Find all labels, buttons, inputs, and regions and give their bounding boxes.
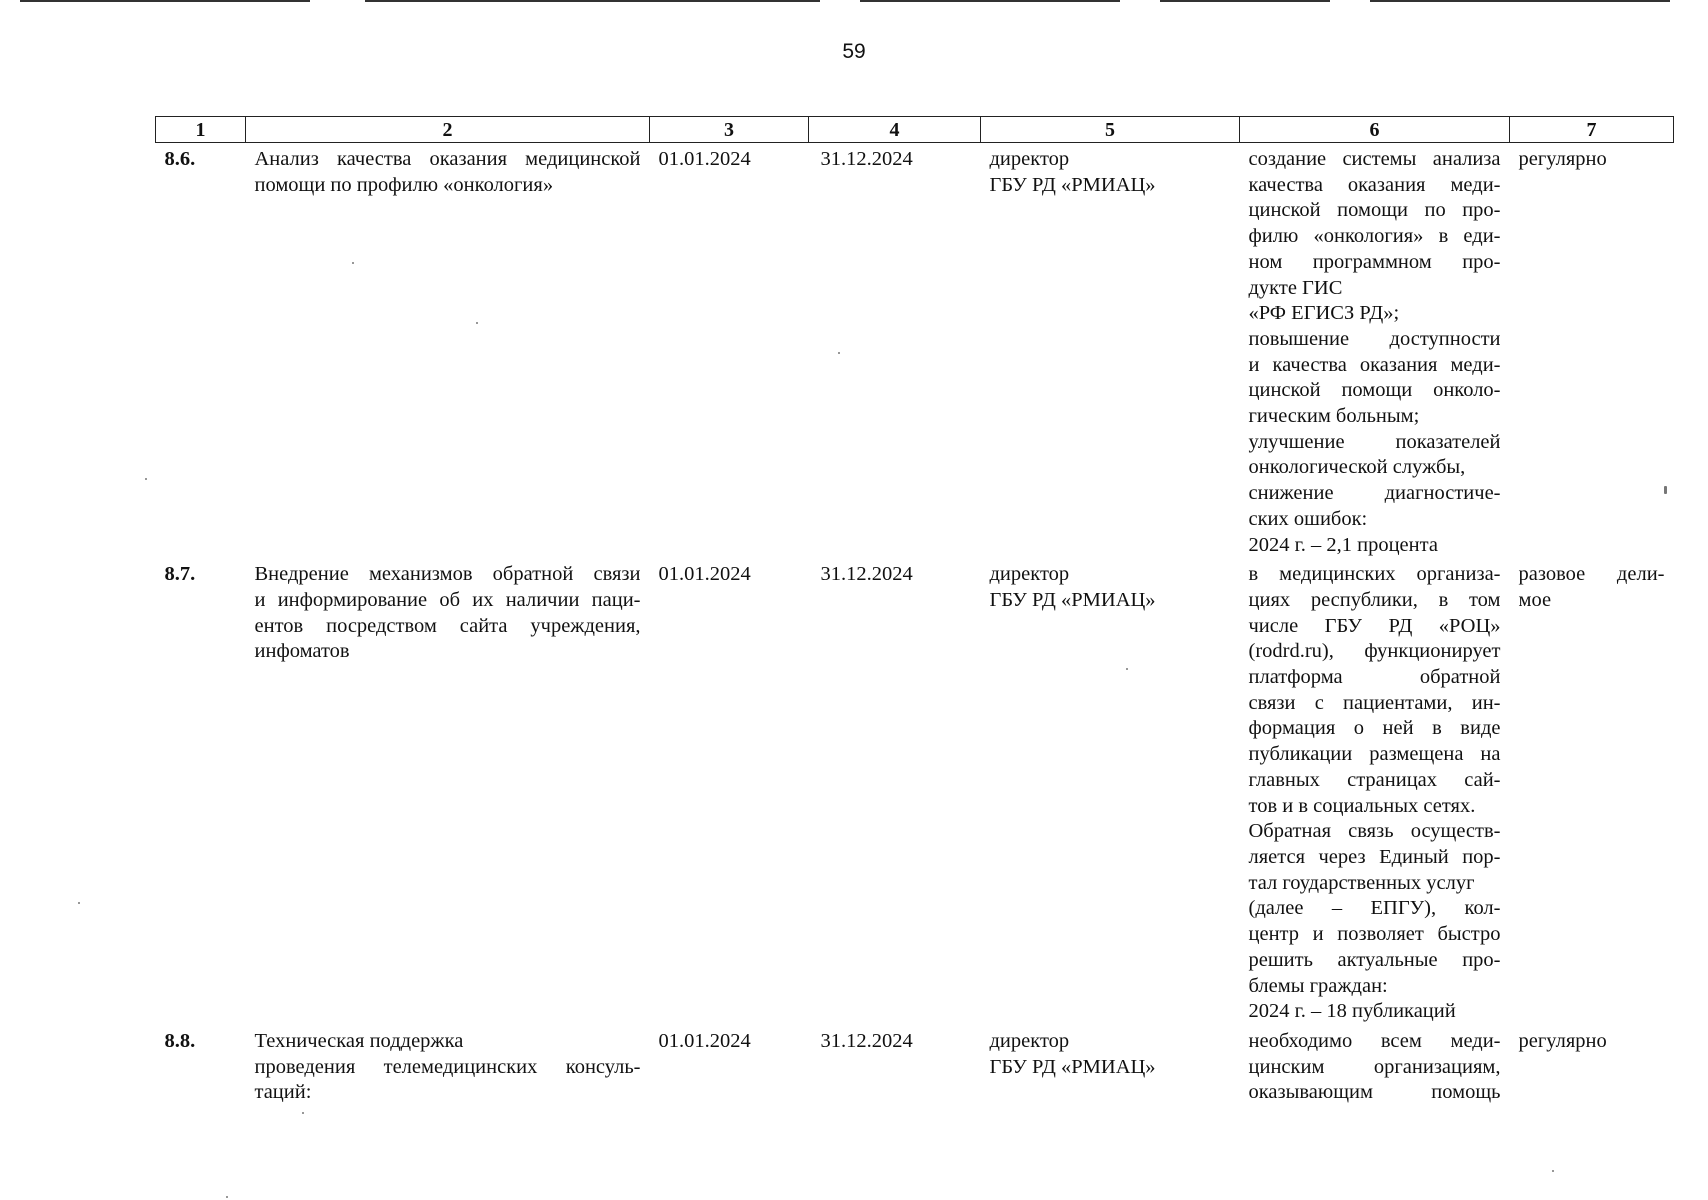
end-date: 31.12.2024 [820,1029,913,1052]
text-line: платформа обратной [1248,666,1501,689]
text-line: в медицинских организа- [1248,563,1501,586]
start-date: 01.01.2024 [658,1029,751,1052]
text-line: числе ГБУ РД «РОЦ» [1248,614,1501,637]
text-line: таций: [254,1081,312,1104]
text-line: ГБУ РД «РМИАЦ» [989,1055,1156,1078]
scan-edge-line [860,0,1120,2]
text-line: снижение диагностиче- [1248,482,1501,505]
text-line: тал гоударственных услуг [1248,871,1475,894]
text-line: создание системы анализа [1248,148,1501,170]
text-line: связи с пациентами, ин- [1248,691,1501,714]
text-line: цинской помощи по про- [1248,199,1501,222]
periodicity [1510,558,1674,1025]
scan-edge-line [20,0,310,2]
text-line: оказывающим помощь [1248,1081,1501,1104]
plan-table [155,116,1674,1125]
column-header-5: 5 [981,117,1240,143]
expected-result [1240,143,1510,559]
item-number: 8.6. [164,148,196,170]
text-line: директор [989,1029,1070,1052]
periodicity [1510,1025,1674,1125]
table-row [156,1025,1674,1125]
text-line: Техническая поддержка [254,1029,464,1052]
text-line: мое [1518,588,1552,611]
text-line: гическим больным; [1248,405,1420,428]
column-header-1: 1 [156,117,246,143]
column-header-3: 3 [650,117,809,143]
scan-speck [1552,1170,1554,1172]
scan-speck [78,902,80,904]
start-date: 01.01.2024 [658,148,751,170]
text-line: регулярно [1518,148,1607,170]
column-header-7: 7 [1510,117,1674,143]
text-line: циях республики, в том [1248,588,1501,611]
scan-edge-line [365,0,820,2]
text-line: регулярно [1518,1029,1607,1052]
scan-edge-line [1370,0,1670,2]
text-line: и информирование об их наличии паци- [254,588,641,611]
text-line: (rodrd.ru), функционирует [1248,640,1501,663]
item-number: 8.7. [164,563,196,586]
text-line: ном программном про- [1248,250,1501,273]
text-line: ляется через Единый пор- [1248,845,1501,868]
text-line: и качества оказания меди- [1248,353,1501,376]
column-header-2: 2 [246,117,650,143]
text-line: ГБУ РД «РМИАЦ» [989,588,1156,611]
expected-result [1240,558,1510,1025]
text-line: формация о ней в виде [1248,717,1501,740]
text-line: необходимо всем меди- [1248,1029,1501,1052]
text-line: «РФ ЕГИСЗ РД»; [1248,302,1400,325]
text-line: онкологической службы, [1248,456,1466,479]
page-number: 59 [842,40,866,63]
text-line: блемы граждан: [1248,974,1388,997]
text-line: проведения телемедицинских консуль- [254,1055,641,1078]
text-line: улучшение показателей [1248,430,1501,453]
text-line: центр и позволяет быстро [1248,923,1501,946]
text-line: директор [989,563,1070,586]
text-line: инфоматов [254,640,350,663]
item-name [246,558,650,1025]
text-line: решить актуальные про- [1248,948,1501,971]
text-line: 2024 г. – 2,1 процента [1248,533,1438,556]
text-line: Обратная связь осуществ- [1248,820,1501,843]
item-number: 8.8. [164,1029,196,1052]
table-row [156,558,1674,1025]
table-row [156,143,1674,559]
column-header-6: 6 [1240,117,1510,143]
item-name [246,143,650,559]
text-line: дукте ГИС [1248,276,1343,299]
end-date: 31.12.2024 [820,563,913,586]
text-line: Внедрение механизмов обратной связи [254,563,641,586]
periodicity [1510,143,1674,559]
text-line: директор [989,148,1070,170]
scan-edge-line [1160,0,1330,2]
text-line: качества оказания меди- [1248,173,1501,196]
text-line: цинской помощи онколо- [1248,379,1501,402]
text-line: ГБУ РД «РМИАЦ» [989,173,1156,196]
text-line: главных страницах сай- [1248,768,1501,791]
text-line: ских ошибок: [1248,507,1368,530]
item-name [246,1025,650,1125]
scan-speck [145,478,147,480]
text-line: ентов посредством сайта учреждения, [254,614,641,637]
text-line: разовое дели- [1518,563,1665,586]
text-line: публикации размещена на [1248,743,1501,766]
responsible [981,1025,1240,1125]
text-line: (далее – ЕПГУ), кол- [1248,897,1501,920]
responsible [981,558,1240,1025]
header-row [156,117,1674,143]
text-line: тов и в социальных сетях. [1248,794,1476,817]
text-line: Анализ качества оказания медицинской [254,148,641,170]
plan-table-container [155,116,1673,1125]
text-line: 2024 г. – 18 публикаций [1248,1000,1456,1023]
text-line: повышение доступности [1248,327,1501,350]
column-header-4: 4 [809,117,981,143]
text-line: цинским организациям, [1248,1055,1501,1078]
text-line: помощи по профилю «онкология» [254,173,554,196]
end-date: 31.12.2024 [820,148,913,170]
scan-speck [226,1196,228,1198]
text-line: филю «онкология» в еди- [1248,225,1501,248]
start-date: 01.01.2024 [658,563,751,586]
responsible [981,143,1240,559]
expected-result [1240,1025,1510,1125]
